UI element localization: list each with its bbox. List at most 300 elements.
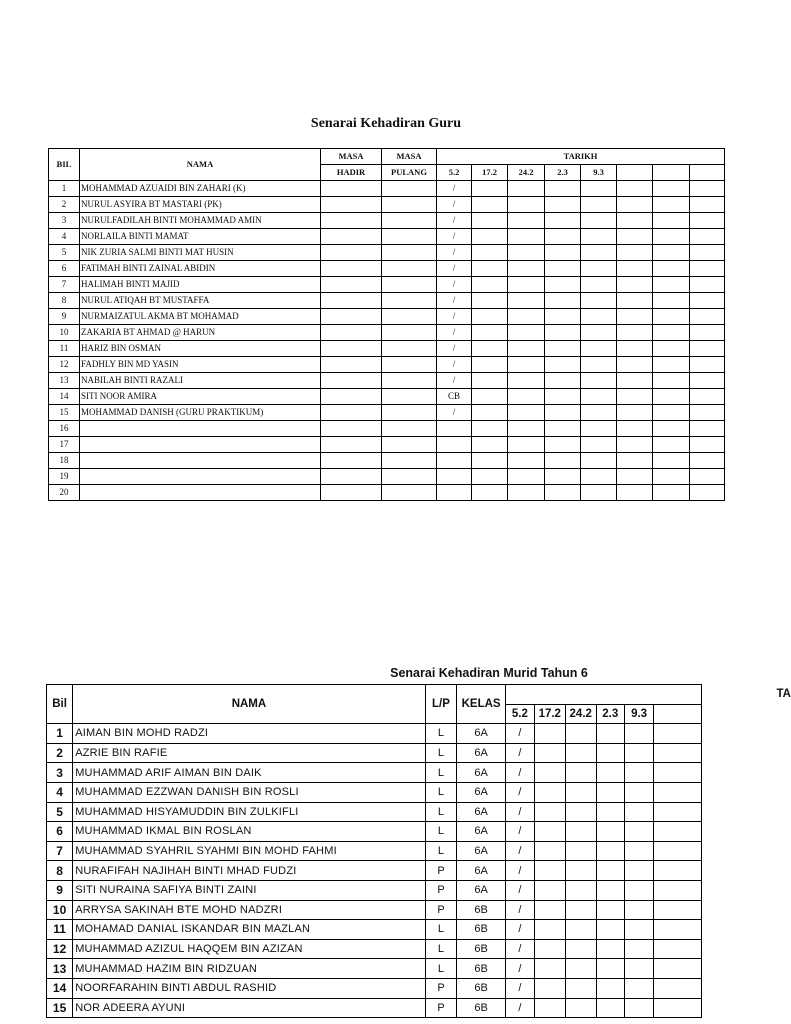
- row-bil: 6: [47, 822, 73, 842]
- row-masa-pulang: [382, 245, 437, 261]
- row-date-cell: [472, 229, 508, 245]
- table-row: [47, 880, 702, 900]
- row-nama: NURULFADILAH BINTI MOHAMMAD AMIN: [80, 213, 321, 229]
- row-bil: 7: [47, 841, 73, 861]
- row-date-cell: [596, 782, 624, 802]
- row-masa-hadir: [321, 357, 382, 373]
- row-date-cell: [624, 959, 654, 979]
- row-date-cell: [581, 213, 617, 229]
- row-date-cell: [654, 841, 702, 861]
- row-date-cell: [545, 453, 581, 469]
- row-bil: 17: [49, 437, 80, 453]
- header-date-7: [653, 165, 690, 181]
- row-date-cell: [565, 743, 596, 763]
- row-date-cell: [653, 389, 690, 405]
- row-date-cell: [596, 880, 624, 900]
- row-date-cell: [472, 293, 508, 309]
- row-lp: L: [425, 959, 457, 979]
- row-mark-5-2: /: [505, 978, 534, 998]
- row-date-cell: [654, 802, 702, 822]
- row-date-cell: [690, 325, 725, 341]
- row-date-cell: [690, 277, 725, 293]
- row-masa-hadir: [321, 373, 382, 389]
- row-date-cell: [596, 900, 624, 920]
- row-date-cell: [534, 978, 565, 998]
- row-date-cell: [565, 822, 596, 842]
- row-date-cell: [581, 325, 617, 341]
- row-date-cell: [545, 341, 581, 357]
- header-date-4: 2.3: [596, 704, 624, 724]
- row-kelas: 6A: [457, 880, 506, 900]
- table-row: [47, 782, 702, 802]
- row-date-cell: [472, 421, 508, 437]
- header-date-5: 9.3: [581, 165, 617, 181]
- row-date-cell: [581, 485, 617, 501]
- table-row: [49, 405, 725, 421]
- row-date-cell: [617, 325, 653, 341]
- row-date-cell: [624, 900, 654, 920]
- row-date-cell: [508, 389, 545, 405]
- row-nama: MOHAMMAD DANISH (GURU PRAKTIKUM): [80, 405, 321, 421]
- row-date-cell: [624, 861, 654, 881]
- table-row: [47, 900, 702, 920]
- header-date-8: [690, 165, 725, 181]
- row-date-cell: [472, 261, 508, 277]
- row-mark-5-2: [437, 437, 472, 453]
- row-date-cell: [581, 229, 617, 245]
- row-date-cell: [534, 802, 565, 822]
- row-mark-5-2: /: [437, 197, 472, 213]
- row-date-cell: [653, 437, 690, 453]
- row-date-cell: [472, 405, 508, 421]
- row-masa-pulang: [382, 181, 437, 197]
- row-lp: L: [425, 802, 457, 822]
- row-date-cell: [690, 421, 725, 437]
- row-date-cell: [508, 405, 545, 421]
- table-row: [47, 998, 702, 1018]
- table-row: [47, 743, 702, 763]
- row-masa-pulang: [382, 213, 437, 229]
- row-date-cell: [534, 782, 565, 802]
- row-date-cell: [508, 229, 545, 245]
- row-masa-hadir: [321, 453, 382, 469]
- row-date-cell: [545, 485, 581, 501]
- row-bil: 18: [49, 453, 80, 469]
- row-date-cell: [565, 939, 596, 959]
- row-bil: 8: [47, 861, 73, 881]
- row-date-cell: [690, 469, 725, 485]
- row-nama: MUHAMMAD HISYAMUDDIN BIN ZULKIFLI: [73, 802, 426, 822]
- table-row: [47, 978, 702, 998]
- row-date-cell: [617, 277, 653, 293]
- row-kelas: 6B: [457, 959, 506, 979]
- row-date-cell: [653, 277, 690, 293]
- row-nama: MOHAMAD DANIAL ISKANDAR BIN MAZLAN: [73, 920, 426, 940]
- row-date-cell: [653, 229, 690, 245]
- row-date-cell: [545, 213, 581, 229]
- row-date-cell: [545, 309, 581, 325]
- table-row: [49, 437, 725, 453]
- row-date-cell: [653, 469, 690, 485]
- row-nama: NOR ADEERA AYUNI: [73, 998, 426, 1018]
- header-masa-pulang-bottom: PULANG: [382, 165, 437, 181]
- row-lp: L: [425, 822, 457, 842]
- row-date-cell: [545, 325, 581, 341]
- row-date-cell: [690, 293, 725, 309]
- teacher-list-title: Senarai Kehadiran Guru: [310, 116, 462, 131]
- table-row: [49, 341, 725, 357]
- row-date-cell: [653, 485, 690, 501]
- row-date-cell: [565, 782, 596, 802]
- header-date-3: 24.2: [565, 704, 596, 724]
- row-date-cell: [581, 421, 617, 437]
- row-bil: 15: [49, 405, 80, 421]
- row-date-cell: [617, 389, 653, 405]
- row-date-cell: [690, 181, 725, 197]
- row-date-cell: [581, 341, 617, 357]
- table-row: [47, 939, 702, 959]
- row-date-cell: [653, 325, 690, 341]
- row-date-cell: [472, 373, 508, 389]
- row-date-cell: [508, 293, 545, 309]
- row-date-cell: [690, 245, 725, 261]
- row-date-cell: [472, 453, 508, 469]
- row-nama: SITI NURAINA SAFIYA BINTI ZAINI: [73, 880, 426, 900]
- row-masa-pulang: [382, 309, 437, 325]
- table-row: [47, 724, 702, 744]
- row-nama: [80, 453, 321, 469]
- row-bil: 2: [49, 197, 80, 213]
- row-bil: 10: [49, 325, 80, 341]
- row-date-cell: [565, 861, 596, 881]
- header-masa-hadir-top: MASA: [321, 149, 382, 165]
- row-date-cell: [565, 802, 596, 822]
- row-mark-5-2: /: [437, 245, 472, 261]
- row-date-cell: [653, 181, 690, 197]
- row-date-cell: [690, 437, 725, 453]
- row-kelas: 6A: [457, 724, 506, 744]
- row-date-cell: [617, 245, 653, 261]
- table-row: [49, 277, 725, 293]
- table-row: [49, 229, 725, 245]
- row-mark-5-2: /: [505, 782, 534, 802]
- row-date-cell: [508, 309, 545, 325]
- row-nama: MUHAMMAD IKMAL BIN ROSLAN: [73, 822, 426, 842]
- header-bil: Bil: [47, 685, 73, 724]
- row-date-cell: [654, 998, 702, 1018]
- row-kelas: 6A: [457, 822, 506, 842]
- row-masa-pulang: [382, 293, 437, 309]
- row-nama: ZAKARIA BT AHMAD @ HARUN: [80, 325, 321, 341]
- row-date-cell: [581, 181, 617, 197]
- row-nama: SITI NOOR AMIRA: [80, 389, 321, 405]
- row-date-cell: [545, 389, 581, 405]
- row-lp: L: [425, 743, 457, 763]
- row-bil: 3: [47, 763, 73, 783]
- row-masa-hadir: [321, 213, 382, 229]
- row-date-cell: [654, 782, 702, 802]
- row-date-cell: [596, 724, 624, 744]
- row-masa-hadir: [321, 229, 382, 245]
- row-masa-hadir: [321, 389, 382, 405]
- header-date-1: 5.2: [505, 704, 534, 724]
- row-masa-hadir: [321, 277, 382, 293]
- table-row: [47, 841, 702, 861]
- row-date-cell: [534, 743, 565, 763]
- header-tarikh: TARIKH: [437, 149, 725, 165]
- row-mark-5-2: /: [505, 880, 534, 900]
- row-date-cell: [653, 453, 690, 469]
- header-tarikh-partial: TA: [505, 685, 701, 705]
- row-mark-5-2: /: [437, 229, 472, 245]
- row-date-cell: [472, 469, 508, 485]
- row-date-cell: [472, 437, 508, 453]
- row-bil: 15: [47, 998, 73, 1018]
- row-date-cell: [565, 998, 596, 1018]
- row-date-cell: [472, 181, 508, 197]
- table-row: [49, 389, 725, 405]
- row-mark-5-2: /: [505, 743, 534, 763]
- row-date-cell: [508, 469, 545, 485]
- row-bil: 4: [49, 229, 80, 245]
- row-kelas: 6B: [457, 978, 506, 998]
- table-row: [49, 261, 725, 277]
- header-bil: BIL: [49, 149, 80, 181]
- row-date-cell: [581, 389, 617, 405]
- header-date-6: [617, 165, 653, 181]
- row-date-cell: [596, 920, 624, 940]
- row-date-cell: [581, 293, 617, 309]
- table-row: [49, 293, 725, 309]
- row-nama: [80, 469, 321, 485]
- row-date-cell: [690, 197, 725, 213]
- header-date-3: 24.2: [508, 165, 545, 181]
- header-date-2: 17.2: [472, 165, 508, 181]
- row-date-cell: [654, 920, 702, 940]
- row-lp: P: [425, 998, 457, 1018]
- row-bil: 4: [47, 782, 73, 802]
- row-lp: L: [425, 920, 457, 940]
- table-row: [47, 861, 702, 881]
- row-nama: ARRYSA SAKINAH BTE MOHD NADZRI: [73, 900, 426, 920]
- row-date-cell: [654, 880, 702, 900]
- row-masa-hadir: [321, 469, 382, 485]
- row-date-cell: [653, 341, 690, 357]
- row-mark-5-2: /: [505, 763, 534, 783]
- row-kelas: 6A: [457, 861, 506, 881]
- row-masa-hadir: [321, 405, 382, 421]
- row-lp: P: [425, 861, 457, 881]
- row-date-cell: [624, 763, 654, 783]
- row-mark-5-2: /: [437, 325, 472, 341]
- row-date-cell: [534, 822, 565, 842]
- table-row: [49, 245, 725, 261]
- row-mark-5-2: /: [505, 920, 534, 940]
- row-nama: AZRIE BIN RAFIE: [73, 743, 426, 763]
- row-date-cell: [596, 959, 624, 979]
- row-date-cell: [545, 405, 581, 421]
- header-kelas: KELAS: [457, 685, 506, 724]
- row-date-cell: [545, 469, 581, 485]
- row-mark-5-2: [437, 453, 472, 469]
- row-date-cell: [581, 453, 617, 469]
- header-nama: NAMA: [73, 685, 426, 724]
- row-masa-hadir: [321, 485, 382, 501]
- row-date-cell: [472, 309, 508, 325]
- student-list-title: Senarai Kehadiran Murid Tahun 6: [390, 666, 588, 680]
- row-date-cell: [581, 277, 617, 293]
- row-date-cell: [654, 978, 702, 998]
- table-row: [47, 763, 702, 783]
- row-date-cell: [508, 277, 545, 293]
- row-date-cell: [617, 373, 653, 389]
- row-date-cell: [624, 822, 654, 842]
- row-bil: 6: [49, 261, 80, 277]
- row-masa-pulang: [382, 389, 437, 405]
- row-date-cell: [545, 181, 581, 197]
- row-mark-5-2: /: [437, 373, 472, 389]
- row-nama: NURAFIFAH NAJIHAH BINTI MHAD FUDZI: [73, 861, 426, 881]
- row-date-cell: [596, 822, 624, 842]
- row-nama: NURUL ASYIRA BT MASTARI (PK): [80, 197, 321, 213]
- row-date-cell: [545, 293, 581, 309]
- table-row: [49, 181, 725, 197]
- row-date-cell: [617, 293, 653, 309]
- row-nama: MUHAMMAD SYAHRIL SYAHMI BIN MOHD FAHMI: [73, 841, 426, 861]
- header-nama: NAMA: [80, 149, 321, 181]
- row-masa-pulang: [382, 325, 437, 341]
- row-bil: 13: [49, 373, 80, 389]
- row-masa-pulang: [382, 421, 437, 437]
- row-nama: MUHAMMAD AZIZUL HAQQEM BIN AZIZAN: [73, 939, 426, 959]
- row-date-cell: [624, 998, 654, 1018]
- row-date-cell: [690, 213, 725, 229]
- row-date-cell: [653, 197, 690, 213]
- row-date-cell: [565, 920, 596, 940]
- row-bil: 16: [49, 421, 80, 437]
- row-date-cell: [472, 213, 508, 229]
- row-nama: NURMAIZATUL AKMA BT MOHAMAD: [80, 309, 321, 325]
- row-date-cell: [545, 245, 581, 261]
- row-bil: 3: [49, 213, 80, 229]
- row-date-cell: [508, 437, 545, 453]
- row-mark-5-2: CB: [437, 389, 472, 405]
- row-mark-5-2: /: [505, 724, 534, 744]
- table-row: [47, 822, 702, 842]
- row-nama: NIK ZURIA SALMI BINTI MAT HUSIN: [80, 245, 321, 261]
- row-date-cell: [624, 782, 654, 802]
- row-date-cell: [690, 373, 725, 389]
- row-date-cell: [565, 959, 596, 979]
- row-mark-5-2: /: [505, 861, 534, 881]
- row-date-cell: [534, 920, 565, 940]
- row-nama: NURUL ATIQAH BT MUSTAFFA: [80, 293, 321, 309]
- row-masa-pulang: [382, 469, 437, 485]
- row-mark-5-2: /: [437, 341, 472, 357]
- row-date-cell: [472, 245, 508, 261]
- row-date-cell: [654, 763, 702, 783]
- row-date-cell: [545, 421, 581, 437]
- header-date-5: 9.3: [624, 704, 654, 724]
- row-kelas: 6A: [457, 782, 506, 802]
- row-nama: MUHAMMAD HAZIM BIN RIDZUAN: [73, 959, 426, 979]
- table-row: [49, 453, 725, 469]
- row-date-cell: [654, 822, 702, 842]
- row-date-cell: [654, 900, 702, 920]
- row-mark-5-2: /: [437, 309, 472, 325]
- row-date-cell: [624, 743, 654, 763]
- row-kelas: 6A: [457, 802, 506, 822]
- row-mark-5-2: /: [505, 802, 534, 822]
- row-bil: 19: [49, 469, 80, 485]
- row-masa-pulang: [382, 197, 437, 213]
- row-nama: FATIMAH BINTI ZAINAL ABIDIN: [80, 261, 321, 277]
- row-date-cell: [653, 421, 690, 437]
- row-mark-5-2: /: [437, 181, 472, 197]
- row-masa-hadir: [321, 261, 382, 277]
- row-date-cell: [596, 978, 624, 998]
- row-date-cell: [617, 181, 653, 197]
- row-date-cell: [508, 261, 545, 277]
- header-date-4: 2.3: [545, 165, 581, 181]
- row-nama: [80, 437, 321, 453]
- header-masa-hadir-bottom: HADIR: [321, 165, 382, 181]
- row-nama: NABILAH BINTI RAZALI: [80, 373, 321, 389]
- row-mark-5-2: /: [437, 261, 472, 277]
- row-nama: [80, 485, 321, 501]
- row-masa-hadir: [321, 309, 382, 325]
- row-date-cell: [565, 880, 596, 900]
- header-lp: L/P: [425, 685, 457, 724]
- row-date-cell: [690, 357, 725, 373]
- row-date-cell: [581, 245, 617, 261]
- row-date-cell: [654, 861, 702, 881]
- row-kelas: 6B: [457, 900, 506, 920]
- row-date-cell: [624, 939, 654, 959]
- row-date-cell: [472, 325, 508, 341]
- row-bil: 9: [47, 880, 73, 900]
- row-date-cell: [617, 453, 653, 469]
- row-date-cell: [617, 213, 653, 229]
- row-lp: L: [425, 939, 457, 959]
- row-bil: 13: [47, 959, 73, 979]
- row-lp: L: [425, 763, 457, 783]
- row-bil: 8: [49, 293, 80, 309]
- row-date-cell: [617, 405, 653, 421]
- row-date-cell: [690, 229, 725, 245]
- row-lp: P: [425, 900, 457, 920]
- row-nama: [80, 421, 321, 437]
- row-bil: 2: [47, 743, 73, 763]
- row-masa-pulang: [382, 453, 437, 469]
- row-kelas: 6B: [457, 998, 506, 1018]
- table-row: [47, 920, 702, 940]
- row-mark-5-2: /: [505, 959, 534, 979]
- row-masa-hadir: [321, 421, 382, 437]
- row-kelas: 6A: [457, 743, 506, 763]
- row-date-cell: [508, 245, 545, 261]
- row-lp: L: [425, 724, 457, 744]
- row-date-cell: [534, 763, 565, 783]
- row-date-cell: [624, 724, 654, 744]
- row-date-cell: [624, 978, 654, 998]
- row-date-cell: [472, 357, 508, 373]
- row-mark-5-2: /: [437, 277, 472, 293]
- row-mark-5-2: /: [505, 841, 534, 861]
- row-date-cell: [596, 763, 624, 783]
- row-masa-hadir: [321, 437, 382, 453]
- row-date-cell: [690, 389, 725, 405]
